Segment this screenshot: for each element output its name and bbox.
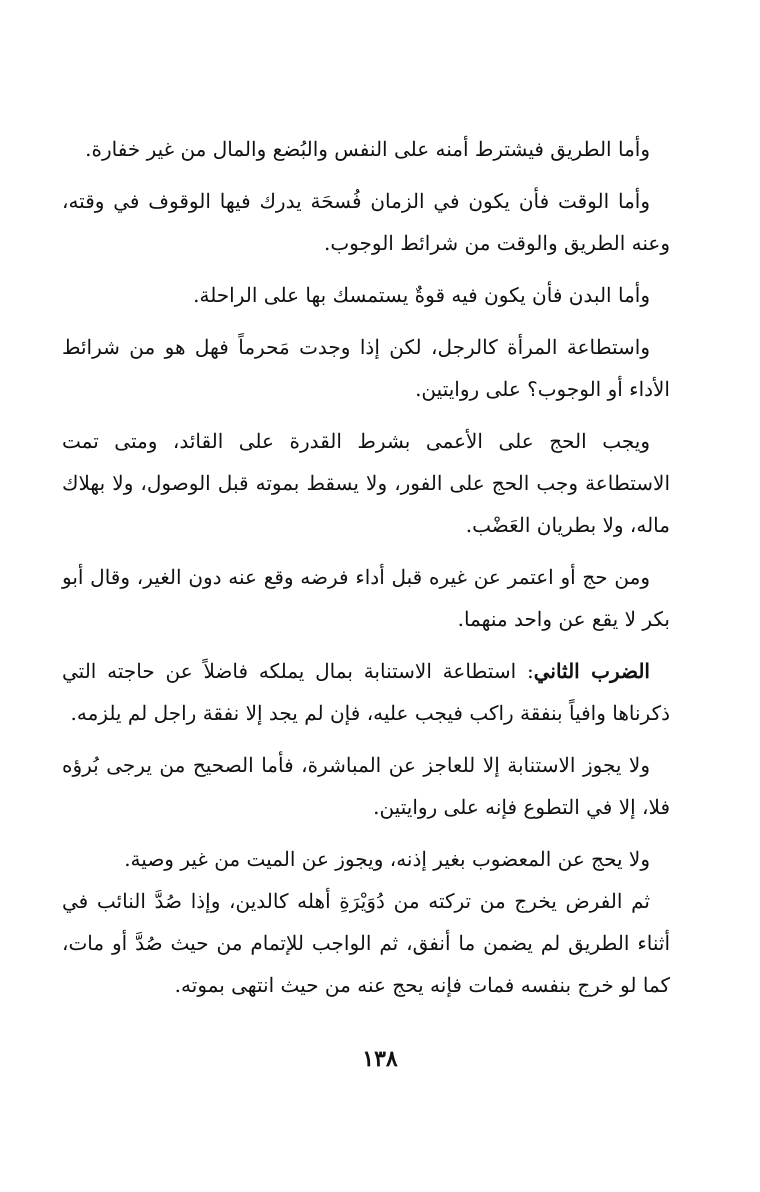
page-number: ١٣٨ [362,1046,398,1072]
paragraph-time-condition [62,180,670,264]
paragraph-text: : استطاعة الاستنابة بمال يملكه فاضلاً عن حاجته التي ذكرناها وافياً بنفقة راكب فيجب عليه، فإن لم يجد إلا نفقة راجل لم يلزمه. [62,659,670,725]
paragraph-text: وأما الوقت فأن يكون في الزمان فُسحَة يدرك فيها الوقوف في وقته، وعنه الطريق والوقت من شرائط الوجوب. [62,189,670,255]
paragraph-text: ولا يجوز الاستنابة إلا للعاجز عن المباشرة، فأما الصحيح من يرجى بُرؤه فلا، إلا في التطوع فإنه على روايتين. [62,753,670,819]
paragraph-body-condition [62,274,670,316]
paragraph-delegation-rule [62,744,670,828]
paragraph-text: ومن حج أو اعتمر عن غيره قبل أداء فرضه وقع عنه دون الغير، وقال أبو بكر لا يقع عن واحد منهما. [62,565,670,631]
paragraph-text: ثم الفرض يخرج من تركته من دُوَيْرَةِ أهله كالدين، وإذا صُدَّ النائب في أثناء الطريق لم يضمن ما أنفق، ثم الواجب للإتمام من حيث صُدَّ أو مات، كما لو خرج بنفسه فمات فإنه يحج عنه من حيث انتهى بموته. [62,889,671,997]
paragraph-road-condition [62,128,670,170]
page-body [62,128,670,1016]
paragraph-proxy-before-own [62,556,670,640]
paragraph-text: وأما الطريق فيشترط أمنه على النفس والبُضع والمال من غير خفارة. [85,137,650,161]
paragraph-incapacitated [62,838,670,880]
paragraph-text: واستطاعة المرأة كالرجل، لكن إذا وجدت مَحرماً فهل هو من شرائط الأداء أو الوجوب؟ على روايتين. [62,335,670,401]
paragraph-second-type [62,650,670,734]
section-heading: الضرب الثاني [533,659,650,683]
paragraph-text: ولا يحج عن المعضوب بغير إذنه، ويجوز عن الميت من غير وصية. [124,847,650,871]
paragraph-estate-obligation [62,880,670,1006]
paragraph-text: وأما البدن فأن يكون فيه قوةٌ يستمسك بها على الراحلة. [193,283,650,307]
paragraph-woman-ability [62,326,670,410]
paragraph-text: ويجب الحج على الأعمى بشرط القدرة على القائد، ومتى تمت الاستطاعة وجب الحج على الفور، ولا يسقط بموته قبل الوصول، ولا بهلاك ماله، ولا بطريان العَضْب. [62,429,670,537]
paragraph-blind-hajj [62,420,670,546]
